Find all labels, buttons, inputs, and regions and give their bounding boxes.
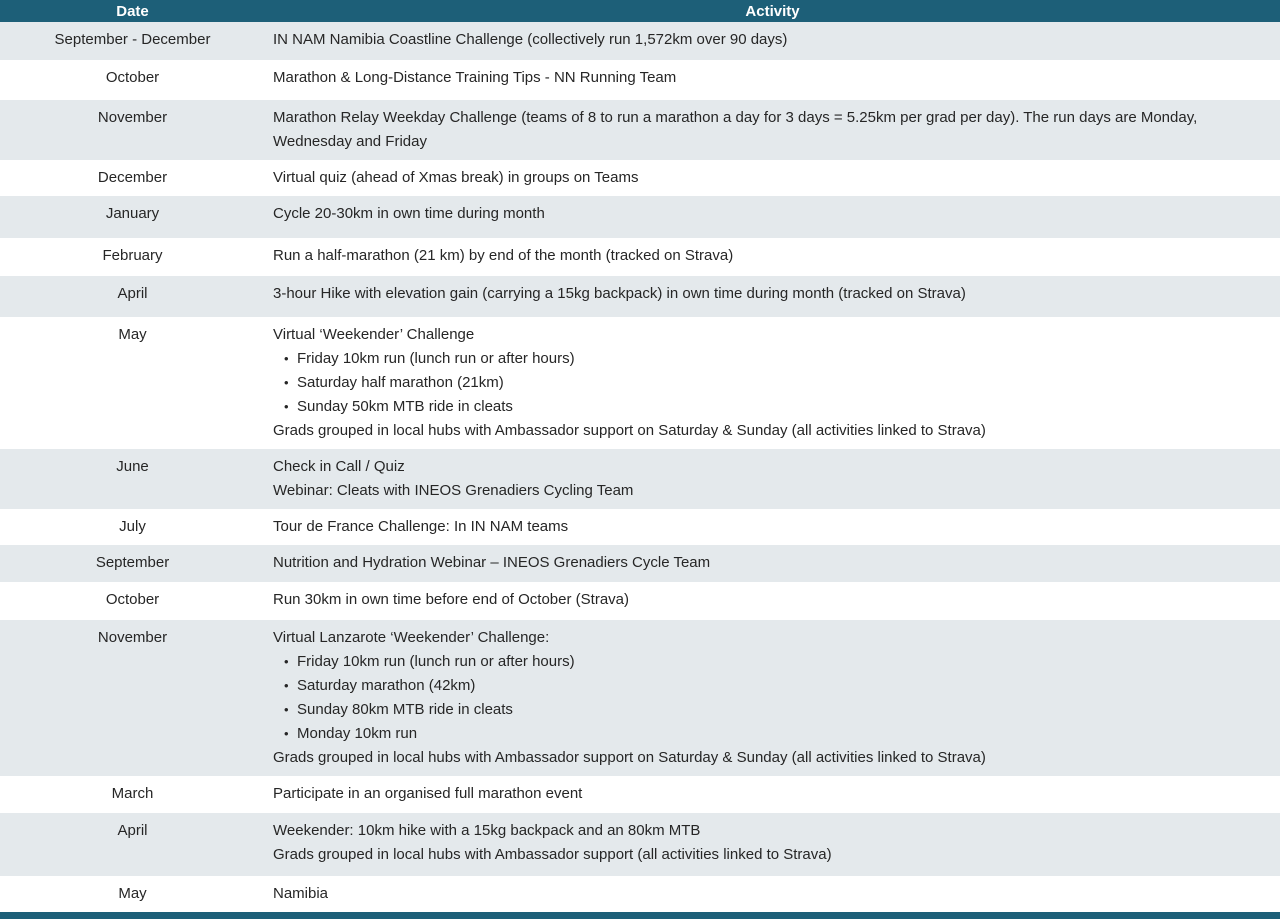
date-cell: March [111, 785, 154, 802]
table-row [0, 776, 1280, 813]
activity-line: Grads grouped in local hubs with Ambassador support on Saturday & Sunday (all activities linked to Strava) [273, 749, 986, 766]
date-cell: May [118, 326, 147, 343]
date-cell: May [118, 885, 147, 902]
table-row [0, 317, 1280, 449]
date-cell: October [105, 69, 160, 86]
header-cell-activity: Activity [745, 2, 800, 20]
activity-cell [265, 202, 1280, 232]
activity-line: Participate in an organised full marathon event [273, 785, 583, 802]
activity-cell [265, 515, 1280, 539]
table-row [0, 813, 1280, 876]
table-row [0, 449, 1280, 509]
activity-cell [265, 244, 1280, 270]
date-cell: November [97, 629, 168, 646]
activity-cell [265, 819, 1280, 870]
date-cell: December [97, 169, 168, 186]
date-cell: January [105, 205, 160, 222]
date-cell: July [119, 518, 146, 535]
activity-line: Weekender: 10km hike with a 15kg backpack and an 80km MTB [273, 822, 701, 839]
activity-cell [265, 166, 1280, 190]
table-bottom-border [0, 912, 1280, 919]
activity-line: Namibia [273, 885, 329, 902]
activity-cell [265, 282, 1280, 311]
date-cell: September [95, 554, 170, 571]
table-row [0, 22, 1280, 60]
table-row [0, 238, 1280, 276]
table-row [0, 545, 1280, 582]
table-row [0, 620, 1280, 776]
activity-bullet-line: • Monday 10km run [273, 722, 1246, 746]
activity-bullet-line: • Sunday 50km MTB ride in cleats [273, 395, 1246, 419]
activity-cell [265, 66, 1280, 94]
activity-bullet-line: • Saturday marathon (42km) [273, 674, 1246, 698]
activity-bullet-line: • Friday 10km run (lunch run or after hours) [273, 347, 1246, 371]
activity-cell [265, 782, 1280, 807]
activity-line: Run 30km in own time before end of October (Strava) [273, 591, 630, 608]
date-cell: September - December [54, 31, 211, 48]
activity-line: Marathon & Long-Distance Training Tips - NN Running Team [273, 69, 677, 86]
activity-bullet-line: • Sunday 80km MTB ride in cleats [273, 698, 1246, 722]
activity-line: Virtual ‘Weekender’ Challenge [273, 326, 475, 343]
activity-cell [265, 323, 1280, 443]
activity-line: Run a half-marathon (21 km) by end of the month (tracked on Strava) [273, 247, 734, 264]
activity-line: Marathon Relay Weekday Challenge (teams of 8 to run a marathon a day for 3 days = 5.25km per grad per day). The run days are Monday, Wednesday and Friday [273, 109, 1198, 150]
activity-cell [265, 588, 1280, 614]
header-cell-date: Date [116, 2, 149, 20]
table-row [0, 276, 1280, 317]
date-cell: June [116, 458, 149, 475]
activity-line: Nutrition and Hydration Webinar – INEOS Grenadiers Cycle Team [273, 554, 711, 571]
activity-cell [265, 106, 1280, 154]
date-cell: October [105, 591, 160, 608]
table-row [0, 509, 1280, 545]
date-cell: April [117, 822, 148, 839]
activity-bullet-line: • Friday 10km run (lunch run or after hours) [273, 650, 1246, 674]
activity-line: Virtual Lanzarote ‘Weekender’ Challenge: [273, 629, 550, 646]
activity-line: Tour de France Challenge: In IN NAM teams [273, 518, 569, 535]
activity-line: IN NAM Namibia Coastline Challenge (collectively run 1,572km over 90 days) [273, 31, 788, 48]
table-row [0, 60, 1280, 100]
activity-line: Grads grouped in local hubs with Ambassador support on Saturday & Sunday (all activities linked to Strava) [273, 422, 986, 439]
activity-line: 3-hour Hike with elevation gain (carrying a 15kg backpack) in own time during month (tracked on Strava) [273, 285, 966, 302]
activity-cell [265, 455, 1280, 503]
activity-line: Virtual quiz (ahead of Xmas break) in groups on Teams [273, 169, 639, 186]
activity-line: Check in Call / Quiz [273, 458, 405, 475]
activity-line: Grads grouped in local hubs with Ambassador support (all activities linked to Strava) [273, 846, 832, 863]
date-cell: November [97, 109, 168, 126]
activity-bullet-line: • Saturday half marathon (21km) [273, 371, 1246, 395]
table-row [0, 582, 1280, 620]
table-row [0, 160, 1280, 196]
table-row [0, 100, 1280, 160]
activity-line: Cycle 20-30km in own time during month [273, 205, 545, 222]
activity-line: Webinar: Cleats with INEOS Grenadiers Cycling Team [273, 482, 634, 499]
activity-cell [265, 28, 1280, 54]
activity-cell [265, 626, 1280, 770]
table-row [0, 196, 1280, 238]
table-row [0, 876, 1280, 912]
activity-cell [265, 882, 1280, 906]
activity-cell [265, 551, 1280, 576]
table-header-row [0, 0, 1280, 22]
date-cell: February [102, 247, 163, 264]
date-cell: April [117, 285, 148, 302]
